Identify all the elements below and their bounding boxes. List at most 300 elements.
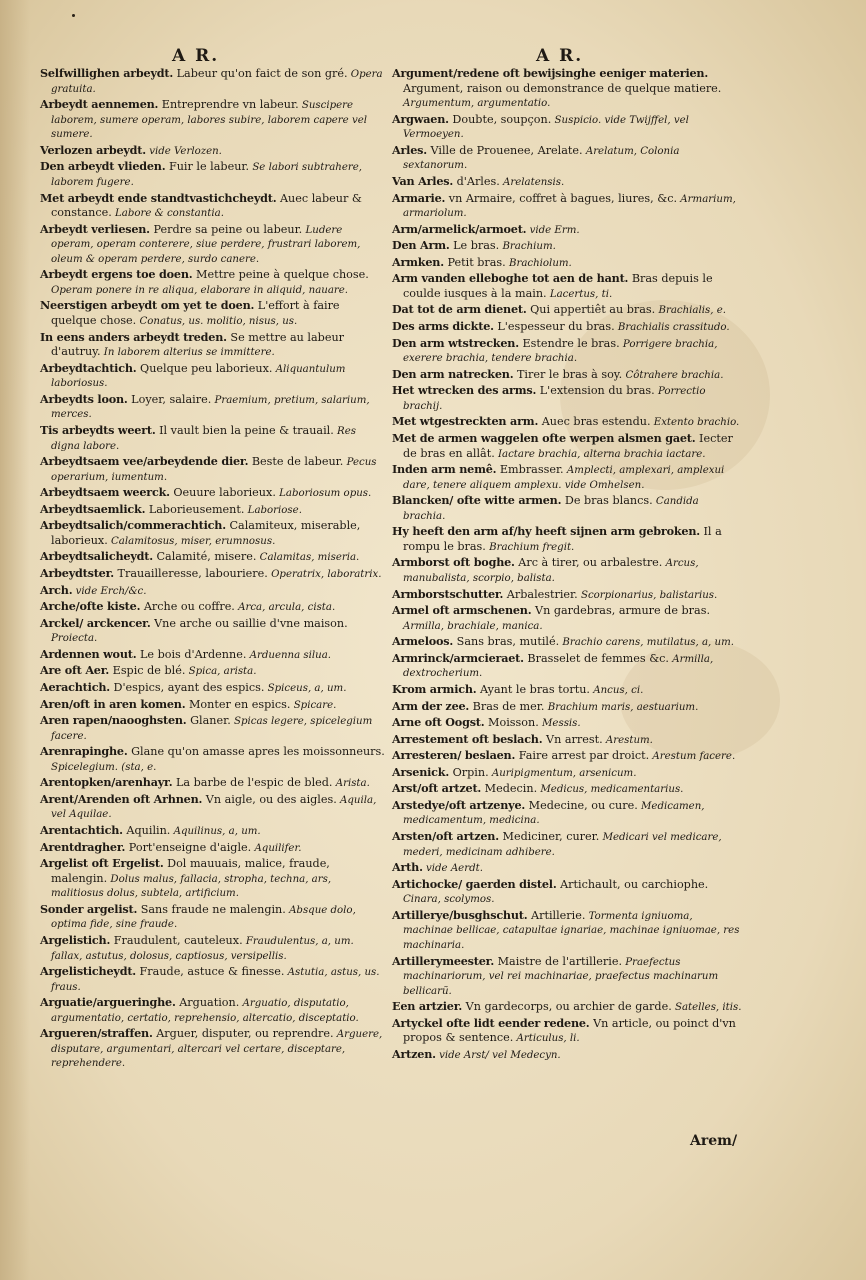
french-gloss: Qui appertiêt au bras.	[526, 303, 656, 317]
french-gloss: Laborieusement.	[145, 502, 245, 516]
latin-gloss: vide Erm.	[526, 224, 580, 236]
headword: Aren/oft in aren komen.	[40, 696, 186, 711]
latin-gloss: Ancus, ci.	[589, 684, 644, 696]
dictionary-entry	[392, 555, 744, 585]
dictionary-entry	[392, 414, 744, 430]
latin-gloss: Argumentum, argumentatio.	[403, 98, 551, 110]
latin-gloss: Extento brachio.	[650, 417, 740, 429]
french-gloss: Fuir le labeur.	[165, 160, 250, 174]
dictionary-entry	[40, 744, 386, 774]
french-gloss: Estendre le bras.	[518, 336, 620, 350]
latin-gloss: Res digna labore.	[51, 425, 356, 452]
headword: Dat tot de arm dienet.	[392, 302, 527, 317]
latin-gloss: Candida brachia.	[403, 496, 699, 522]
dictionary-entry	[392, 431, 744, 461]
dictionary-entry	[392, 271, 744, 301]
headword: Arm/armelick/armoet.	[392, 221, 527, 236]
dictionary-entry	[392, 699, 744, 715]
french-gloss: Embrasser.	[496, 463, 564, 477]
headword: Arresteren/ beslaen.	[392, 748, 516, 763]
latin-gloss: Arista.	[332, 778, 370, 790]
french-gloss: Glane qu'on amasse apres les moissonneurs.	[127, 745, 385, 759]
dictionary-entry	[40, 485, 386, 501]
latin-gloss: Arcus, manubalista, scorpio, balista.	[403, 558, 699, 584]
latin-gloss: Opera gratuita.	[51, 69, 383, 95]
french-gloss: Oeuure laborieux.	[169, 486, 276, 500]
latin-gloss: Arca, arcula, cista.	[234, 602, 336, 614]
headword: Armken.	[392, 254, 444, 269]
latin-gloss: Arelatum, Colonia sextanorum.	[403, 145, 680, 172]
french-gloss: Medecin.	[481, 782, 538, 796]
headword: Arenrapinghe.	[40, 744, 128, 759]
french-gloss: Artichault, ou carchiophe.	[556, 877, 709, 891]
latin-gloss: Armilla, brachiale, manica.	[403, 620, 543, 632]
headword: Armel oft armschenen.	[392, 603, 532, 618]
french-gloss: D'espics, ayant des espics.	[109, 680, 265, 694]
french-gloss: Calamité, misere.	[152, 550, 257, 564]
french-gloss: Quelque peu laborieux.	[136, 361, 273, 375]
latin-gloss: Aliquantulum laboriosus.	[51, 363, 346, 390]
french-gloss: Maistre de l'artillerie.	[494, 954, 623, 968]
headword: Armborst oft boghe.	[392, 555, 515, 570]
french-gloss: Sans bras, mutilé.	[453, 635, 560, 649]
latin-gloss: Scorpionarius, balistarius.	[577, 589, 718, 601]
dictionary-entry	[40, 663, 386, 679]
headword: Den arm wtstrecken.	[392, 335, 519, 350]
french-gloss: Port'enseigne d'aigle.	[125, 840, 252, 854]
latin-gloss: Praefectus machinariorum, vel rei machinariae, praefectus machinarum bellicarũ.	[403, 956, 719, 997]
running-head-left: A R.	[172, 46, 220, 66]
dictionary-entry	[392, 524, 744, 554]
headword: Neerstigen arbeydt om yet te doen.	[40, 298, 255, 313]
dictionary-entry	[40, 454, 386, 484]
latin-gloss: Spica, arista.	[185, 666, 257, 678]
latin-gloss: In laborem alterius se immittere.	[100, 347, 275, 359]
french-gloss: Il a rompu le bras.	[403, 525, 722, 553]
latin-gloss: Astutia, astus, us. fraus.	[51, 967, 380, 993]
dictionary-entry	[392, 829, 744, 859]
dictionary-entry	[40, 361, 386, 391]
french-gloss: Mediciner, curer.	[498, 830, 600, 843]
dictionary-entry	[392, 222, 744, 238]
latin-gloss: Spicas legere, spicelegium facere.	[51, 716, 373, 742]
french-gloss: Calamiteux, miserable, laborieux.	[51, 519, 361, 547]
headword: Met wtgestreckten arm.	[392, 414, 539, 429]
headword: Armrinck/armcieraet.	[392, 650, 524, 665]
french-gloss: Fraude, astuce & finesse.	[135, 965, 285, 979]
dictionary-entry	[392, 877, 744, 907]
dictionary-entry	[392, 255, 744, 271]
dictionary-entry	[392, 999, 744, 1015]
dictionary-entry	[392, 1047, 744, 1063]
headword: Arbeydtsalich/commerachtich.	[40, 518, 226, 533]
dictionary-entry	[40, 856, 386, 901]
latin-gloss: Brachialis crassitudo.	[614, 322, 730, 333]
latin-gloss: Porrectio brachij.	[403, 386, 706, 412]
latin-gloss: Brachialis, e.	[655, 305, 726, 317]
headword: Arne oft Oogst.	[392, 715, 485, 730]
french-gloss: Il vault bien la peine & trauail.	[155, 423, 334, 437]
headword: Arbeydtachtich.	[40, 360, 137, 375]
headword: Ardennen wout.	[40, 646, 137, 661]
french-gloss: Perdre sa peine ou labeur.	[149, 222, 303, 236]
latin-gloss: Absque dolo, optima fide, sine fraude.	[51, 904, 356, 931]
headword: Arbeydtsaem vee/arbeydende dier.	[40, 454, 249, 469]
dictionary-entry	[392, 715, 744, 731]
latin-gloss: Satelles, itis.	[671, 1002, 742, 1014]
french-gloss: Vn aigle, ou des aigles.	[202, 792, 337, 806]
dictionary-entry	[40, 713, 386, 743]
headword: Arbeydtsaem weerck.	[40, 485, 170, 500]
dictionary-entry	[392, 860, 744, 876]
headword: Arm vanden elleboghe tot aen de hant.	[392, 271, 629, 286]
headword: Argwaen.	[392, 111, 449, 126]
left-column	[40, 66, 386, 1072]
french-gloss: Mettre peine à quelque chose.	[192, 268, 369, 282]
french-gloss: Artillerie.	[527, 908, 586, 922]
dictionary-entry	[392, 634, 744, 650]
headword: Het wtrecken des arms.	[392, 383, 537, 398]
french-gloss: Bras depuis le coulde iusques à la main.	[403, 272, 713, 300]
dictionary-entry	[392, 462, 744, 492]
latin-gloss: Praemium, pretium, salarium, merces.	[51, 394, 370, 421]
latin-gloss: Suspicio. vide Twijffel, vel Vermoeyen.	[403, 114, 689, 141]
headword: Artyckel ofte lidt eender redene.	[392, 1015, 590, 1030]
headword: Argelisticheydt.	[40, 964, 136, 979]
latin-gloss: Spicare.	[290, 699, 337, 711]
dictionary-entry	[392, 798, 744, 828]
latin-gloss: Arestum.	[602, 734, 653, 746]
headword: Met de armen waggelen ofte werpen alsmen gaet.	[392, 430, 696, 445]
french-gloss: Tirer le bras à soy.	[513, 367, 623, 381]
dictionary-entry	[392, 603, 744, 633]
headword: In eens anders arbeydt treden.	[40, 329, 227, 344]
french-gloss: Glaner.	[186, 714, 231, 728]
french-gloss: d'Arles.	[453, 174, 500, 188]
headword: Arbeydtster.	[40, 566, 114, 580]
latin-gloss: Côtrahere brachia.	[622, 369, 724, 381]
french-gloss: Espic de blé.	[109, 664, 186, 678]
dictionary-entry	[40, 392, 386, 422]
latin-gloss: Armarium, armariolum.	[403, 193, 736, 220]
latin-gloss: Lacertus, ti.	[546, 288, 613, 300]
latin-gloss: Spiceus, a, um.	[264, 682, 347, 694]
latin-gloss: Tormenta igniuoma, machinae bellicae, catapultae ignariae, machinae igniuomae, res machinaria.	[403, 910, 740, 951]
latin-gloss: Se labori subtrahere, laborem fugere.	[51, 162, 362, 188]
latin-gloss: Medicari vel medicare, mederi, medicinam adhibere.	[403, 832, 722, 858]
french-gloss: Arbalestrier.	[503, 587, 578, 601]
dictionary-entry	[392, 336, 744, 366]
latin-gloss: Calamitas, miseria.	[256, 552, 360, 564]
headword: Arch.	[40, 582, 73, 597]
dictionary-entry	[392, 587, 744, 603]
headword: Den Arm.	[392, 238, 450, 253]
french-gloss: Dol mauuais, malice, fraude, malengin.	[51, 857, 330, 885]
latin-gloss: Brachio carens, mutilatus, a, um.	[559, 637, 734, 649]
french-gloss: Medecine, ou cure.	[525, 798, 638, 812]
french-gloss: Le bras.	[449, 239, 500, 253]
dictionary-entry	[392, 682, 744, 698]
french-gloss: Beste de labeur.	[248, 455, 344, 469]
dictionary-entry	[40, 840, 386, 856]
french-gloss: L'espesseur du bras.	[493, 320, 615, 333]
french-gloss: Arguer, disputer, ou reprendre.	[152, 1027, 334, 1041]
dictionary-entry	[40, 423, 386, 453]
dictionary-entry	[40, 191, 386, 221]
latin-gloss: Dolus malus, fallacia, strophа, techna, ars, malitiosus dolus, subtela, artificium.	[51, 873, 332, 900]
latin-gloss: Arduenna silua.	[246, 649, 332, 661]
dictionary-entry	[40, 1026, 386, 1071]
dictionary-entry	[40, 298, 386, 328]
headword: Arst/oft artzet.	[392, 781, 482, 796]
french-gloss: Trauailleresse, labouriere.	[113, 567, 268, 580]
latin-gloss: vide Arst/ vel Medecyn.	[435, 1049, 561, 1061]
latin-gloss: Proiecta.	[51, 633, 98, 645]
dictionary-entry	[392, 191, 744, 221]
latin-gloss: Operam ponere in re aliqua, elaborare in aliquid, nauare.	[51, 284, 349, 296]
headword: Den arm natrecken.	[392, 366, 514, 381]
headword: Armeloos.	[392, 634, 454, 649]
dictionary-entry	[40, 502, 386, 518]
french-gloss: Vn arrest.	[542, 732, 603, 746]
dictionary-entry	[392, 383, 744, 413]
french-gloss: Petit bras.	[443, 255, 506, 269]
headword: Tis arbeydts weert.	[40, 422, 156, 437]
dictionary-entry	[392, 765, 744, 781]
dictionary-entry	[392, 302, 744, 318]
headword: Arsten/oft artzen.	[392, 829, 499, 843]
dictionary-entry	[392, 748, 744, 764]
headword: Arbeydts loon.	[40, 391, 128, 406]
latin-gloss: Brachium.	[499, 241, 556, 253]
french-gloss: Aquilin.	[122, 824, 171, 837]
dictionary-entry	[392, 651, 744, 681]
latin-gloss: Brachium fregit.	[485, 541, 575, 553]
french-gloss: vn Armaire, coffret à bagues, liures, &c.	[445, 191, 678, 205]
dictionary-entry	[392, 908, 744, 953]
french-gloss: Brasselet de femmes &c.	[523, 651, 669, 665]
latin-gloss: Amplecti, amplexari, amplexui dare, tenere aliquem amplexu. vide Omhelsen.	[403, 465, 725, 491]
headword: Arckel/ arckencer.	[40, 615, 151, 630]
latin-gloss: Fraudulentus, a, um. fallax, astutus, dolosus, captiosus, versipellis.	[51, 935, 354, 962]
dictionary-entry	[40, 330, 386, 360]
latin-gloss: Pecus operarium, iumentum.	[51, 457, 377, 483]
dictionary-entry	[40, 933, 386, 963]
catchword: Arem/	[690, 1133, 738, 1149]
latin-gloss: Laboriose.	[244, 504, 302, 516]
latin-gloss: Aquila, vel Aquilae.	[51, 794, 377, 821]
headword: Artzen.	[392, 1046, 436, 1061]
dictionary-entry	[40, 583, 386, 599]
latin-gloss: Arelatensis.	[499, 176, 565, 188]
headword: Arles.	[392, 142, 427, 157]
dictionary-entry	[40, 792, 386, 822]
french-gloss: Fraudulent, cauteleux.	[110, 933, 243, 947]
headword: Artillerymeester.	[392, 953, 495, 968]
french-gloss: L'effort à faire quelque chose.	[51, 299, 340, 327]
french-gloss: Se mettre au labeur d'autruy.	[51, 330, 345, 359]
dictionary-entry	[40, 159, 386, 189]
dictionary-entry	[392, 319, 744, 335]
dictionary-entry	[40, 995, 386, 1025]
headword: Arm der zee.	[392, 698, 470, 713]
latin-gloss: Articulus, li.	[513, 1033, 580, 1045]
latin-gloss: Suscipere laborem, sumere operam, labores subire, laborem capere vel sumere.	[51, 100, 367, 141]
french-gloss: Auec labeur & constance.	[51, 191, 362, 220]
headword: Sonder argelist.	[40, 901, 138, 916]
headword: Krom armich.	[392, 681, 477, 696]
latin-gloss: Armilla, dextrocherium.	[403, 653, 714, 680]
dictionary-entry	[40, 267, 386, 297]
headword: Armborstschutter.	[392, 586, 504, 601]
headword: Verlozen arbeydt.	[40, 142, 146, 157]
latin-gloss: Labore & constantia.	[111, 208, 224, 220]
headword: Arentopken/arenhayr.	[40, 775, 173, 790]
headword: Van Arles.	[392, 173, 454, 188]
latin-gloss: Operatrix, laboratrix.	[267, 569, 382, 580]
latin-gloss: Brachium maris, aestuarium.	[544, 701, 699, 713]
french-gloss: Iecter de bras en allât.	[403, 431, 733, 460]
dictionary-entry	[40, 964, 386, 994]
headword: Arbeydt verliesen.	[40, 221, 150, 236]
dictionary-entry	[40, 599, 386, 615]
headword: Met arbeydt ende standtvastichcheydt.	[40, 190, 277, 205]
latin-gloss: Messis.	[538, 718, 581, 730]
french-gloss: Entreprendre vn labeur.	[158, 98, 299, 112]
running-head-right: A R.	[536, 46, 584, 66]
dictionary-entry	[40, 902, 386, 932]
dictionary-entry	[40, 66, 386, 96]
french-gloss: Bras de mer.	[469, 699, 545, 713]
dictionary-entry	[392, 238, 744, 254]
latin-gloss: Conatus, us. molitio, nisus, us.	[136, 316, 298, 327]
latin-gloss: Arguatio, disputatio, argumentatio, certatio, reprehensio, altercatio, disceptatio.	[51, 998, 359, 1024]
headword: Arbeydtsalicheydt.	[40, 549, 153, 564]
dictionary-entry	[40, 549, 386, 565]
latin-gloss: vide Erch/&c.	[72, 585, 147, 597]
headword: Inden arm nemê.	[392, 462, 497, 477]
headword: Argelist oft Ergelist.	[40, 856, 164, 871]
headword: Arbeydt aennemen.	[40, 97, 159, 112]
dictionary-entry	[40, 222, 386, 267]
headword: Arbeydtsaemlick.	[40, 501, 146, 516]
latin-gloss: Cinara, scolymos.	[403, 894, 495, 906]
headword: Arentdragher.	[40, 839, 126, 854]
dictionary-entry	[392, 66, 744, 111]
dictionary-entry	[40, 143, 386, 159]
french-gloss: L'extension du bras.	[536, 384, 655, 398]
headword: Are oft Aer.	[40, 663, 110, 678]
french-gloss: De bras blancs.	[561, 494, 653, 508]
dictionary-entry	[392, 954, 744, 999]
headword: Arent/Arenden oft Arhnen.	[40, 791, 203, 806]
dictionary-entry	[40, 97, 386, 142]
french-gloss: Auec bras estendu.	[538, 415, 651, 429]
headword: Arstedye/oft artzenye.	[392, 797, 526, 812]
dictionary-entry	[392, 367, 744, 383]
headword: Argueren/straffen.	[40, 1026, 153, 1041]
dictionary-entry	[40, 823, 386, 839]
french-gloss: Arguation.	[175, 996, 240, 1010]
french-gloss: Faire arrest par droict.	[515, 749, 650, 763]
dictionary-entry	[392, 174, 744, 190]
dictionary-entry	[392, 781, 744, 797]
dictionary-entry	[40, 775, 386, 791]
french-gloss: Moisson.	[484, 716, 539, 730]
headword: Arguatie/argueringhe.	[40, 995, 176, 1010]
dictionary-entry	[392, 112, 744, 142]
headword: Arsenick.	[392, 764, 450, 779]
headword: Selfwillighen arbeydt.	[40, 66, 174, 80]
headword: Aren rapen/naooghsten.	[40, 713, 187, 728]
dictionary-entry	[392, 732, 744, 748]
latin-gloss: Aquilinus, a, um.	[170, 826, 261, 837]
headword: Artillerye/busghschut.	[392, 907, 528, 922]
latin-gloss: Porrigere brachia, exerere brachia, tendere brachia.	[403, 338, 718, 365]
dictionary-entry	[40, 616, 386, 646]
headword: Een artzier.	[392, 999, 463, 1014]
latin-gloss: Ludere operam, operam conterere, siue perdere, frustrari laborem, oleum & operam perdere, surdo canere.	[51, 224, 361, 265]
french-gloss: Arche ou coffre.	[140, 600, 235, 614]
headword: Armarie.	[392, 190, 446, 205]
latin-gloss: Arguere, disputare, argumentari, altercari vel certare, disceptare, reprehendere.	[51, 1029, 383, 1070]
dictionary-entry	[40, 518, 386, 548]
french-gloss: Argument, raison ou demonstrance de quelque matiere.	[403, 81, 722, 95]
french-gloss: Arc à tirer, ou arbalestre.	[514, 556, 663, 570]
headword: Aerachtich.	[40, 679, 110, 694]
french-gloss: Vne arche ou saillie d'vne maison.	[150, 616, 348, 630]
french-gloss: Orpin.	[449, 765, 489, 779]
dictionary-entry	[392, 1016, 744, 1046]
headword: Argument/redene oft bewijsinghe eeniger materien.	[392, 66, 709, 80]
french-gloss: Labeur qu'on faict de son gré.	[173, 67, 348, 80]
headword: Blancken/ ofte witte armen.	[392, 493, 562, 508]
headword: Hy heeft den arm af/hy heeft sijnen arm gebroken.	[392, 524, 700, 539]
french-gloss: Vn article, ou poinct d'vn propos & sentence.	[403, 1016, 736, 1045]
right-column	[392, 66, 744, 1063]
latin-gloss: vide Aerdt.	[422, 863, 483, 875]
dictionary-entry	[392, 143, 744, 173]
french-gloss: Le bois d'Ardenne.	[136, 647, 247, 661]
headword: Arche/ofte kiste.	[40, 599, 141, 614]
headword: Den arbeydt vlieden.	[40, 159, 166, 174]
latin-gloss: Medicus, medicamentarius.	[537, 784, 684, 796]
headword: Arth.	[392, 860, 423, 875]
latin-gloss: Brachiolum.	[505, 257, 572, 269]
latin-gloss: Medicamen, medicamentum, medicina.	[403, 800, 705, 827]
french-gloss: Monter en espics.	[185, 697, 291, 711]
french-gloss: Vn gardebras, armure de bras.	[531, 604, 711, 618]
french-gloss: La barbe de l'espic de bled.	[172, 776, 333, 790]
headword: Argelistich.	[40, 932, 111, 947]
latin-gloss: Spicelegium. (sta, e.	[51, 761, 157, 773]
french-gloss: Doubte, soupçon.	[448, 112, 552, 126]
french-gloss: Ville de Prouenee, Arelate.	[426, 143, 583, 157]
ink-speck	[72, 14, 75, 17]
headword: Arrestement oft beslach.	[392, 731, 543, 746]
latin-gloss: Aquilifer.	[251, 842, 302, 854]
latin-gloss: vide Verlozen.	[145, 145, 222, 157]
latin-gloss: Auripigmentum, arsenicum.	[488, 767, 637, 779]
binding-shadow	[0, 0, 30, 1280]
dictionary-entry	[392, 493, 744, 523]
latin-gloss: Laboriosum opus.	[275, 488, 372, 500]
french-gloss: Vn gardecorps, ou archier de garde.	[462, 1000, 672, 1014]
headword: Arentachtich.	[40, 823, 123, 837]
headword: Arbeydt ergens toe doen.	[40, 267, 193, 282]
latin-gloss: Calamitosus, miser, erumnosus.	[107, 535, 276, 547]
headword: Des arms dickte.	[392, 319, 494, 333]
